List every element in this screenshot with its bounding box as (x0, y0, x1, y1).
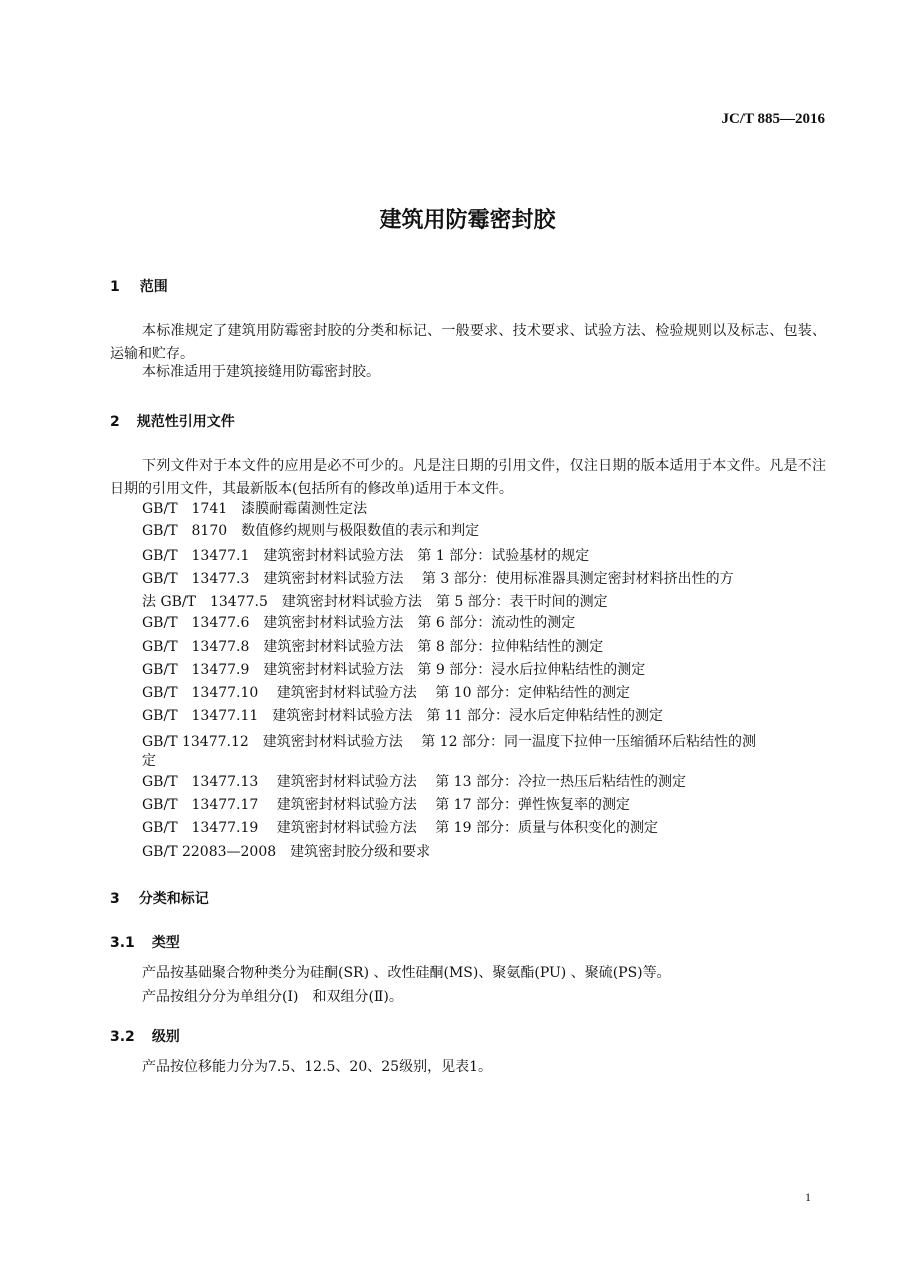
section-2-heading (110, 411, 235, 431)
section-title: 类型 (151, 935, 180, 951)
section-number: 2 (110, 414, 120, 430)
section-2-intro: 下列文件对于本文件的应用是必不可少的。凡是注日期的引用文件，仅注日期的版本适用于本文件。凡是不注日期的引用文件，其最新版本(包括所有的修改单)适用于本文件。 (110, 458, 826, 497)
reference-item: GB/T 13477.3 建筑密封材料试验方法 第 3 部分：使用标准器具测定密封材料挤出性的方 (142, 571, 734, 587)
section-number: 1 (110, 279, 120, 295)
section-number: 3.1 (110, 935, 135, 951)
section-title: 分类和标记 (138, 891, 209, 907)
page-number: 1 (805, 1190, 811, 1204)
reference-item: GB/T 13477.1 建筑密封材料试验方法 第 1 部分：试验基材的规定 (142, 548, 590, 564)
reference-item: 法 GB/T 13477.5 建筑密封材料试验方法 第 5 部分：表干时间的测定 (142, 594, 608, 610)
reference-item: GB/T 22083—2008 建筑密封胶分级和要求 (142, 844, 431, 860)
reference-item: GB/T 13477.17 建筑密封材料试验方法 第 17 部分：弹性恢复率的测定 (142, 797, 630, 813)
reference-item: GB/T 13477.13 建筑密封材料试验方法 第 13 部分：冷拉一热压后粘结性的测定 (142, 774, 686, 790)
section-3-heading (110, 888, 209, 908)
reference-item: GB/T 13477.8 建筑密封材料试验方法 第 8 部分：拉伸粘结性的测定 (142, 639, 604, 655)
reference-item: GB/T 13477.9 建筑密封材料试验方法 第 9 部分：浸水后拉伸粘结性的测定 (142, 662, 646, 678)
section-3-1-paragraph-1: 产品按基础聚合物种类分为硅酮(SR) 、改性硅酮(MS)、聚氨酯(PU) 、聚硫(PS)等。 (142, 965, 671, 981)
section-number: 3 (110, 891, 120, 907)
section-3-1-paragraph-2: 产品按组分分为单组分(I) 和双组分(Ⅱ)。 (142, 989, 403, 1005)
section-number: 3.2 (110, 1029, 135, 1045)
section-title: 规范性引用文件 (136, 414, 235, 430)
section-title: 级别 (151, 1029, 180, 1045)
section-1-paragraph-2: 本标准适用于建筑接缝用防霉密封胶。 (142, 364, 380, 380)
section-3-2-paragraph-1: 产品按位移能力分为7.5、12.5、20、25级别，见表1。 (142, 1059, 492, 1075)
standard-code: JC/T 885—2016 (721, 111, 825, 127)
reference-item: GB/T 13477.12 建筑密封材料试验方法 第 12 部分：同一温度下拉伸一压缩循环后粘结性的测 (142, 734, 756, 750)
section-3-2-heading (110, 1026, 180, 1046)
reference-item: GB/T 13477.6 建筑密封材料试验方法 第 6 部分：流动性的测定 (142, 615, 576, 631)
reference-item: GB/T 13477.11 建筑密封材料试验方法 第 11 部分：浸水后定伸粘结性的测定 (142, 708, 664, 724)
section-1-heading (110, 276, 168, 296)
reference-item: 定 (142, 753, 156, 769)
reference-item: GB/T 1741 漆膜耐霉菌测性定法 (142, 501, 368, 517)
section-title: 范围 (139, 279, 168, 295)
section-3-1-heading (110, 932, 180, 952)
section-1-paragraph-1: 本标准规定了建筑用防霉密封胶的分类和标记、一般要求、技术要求、试验方法、检验规则以及标志、包装、运输和贮存。 (110, 323, 826, 362)
reference-item: GB/T 13477.19 建筑密封材料试验方法 第 19 部分：质量与体积变化的测定 (142, 820, 658, 836)
reference-item: GB/T 8170 数值修约规则与极限数值的表示和判定 (142, 523, 480, 539)
reference-item: GB/T 13477.10 建筑密封材料试验方法 第 10 部分：定伸粘结性的测定 (142, 685, 630, 701)
document-title: 建筑用防霉密封胶 (379, 208, 556, 233)
